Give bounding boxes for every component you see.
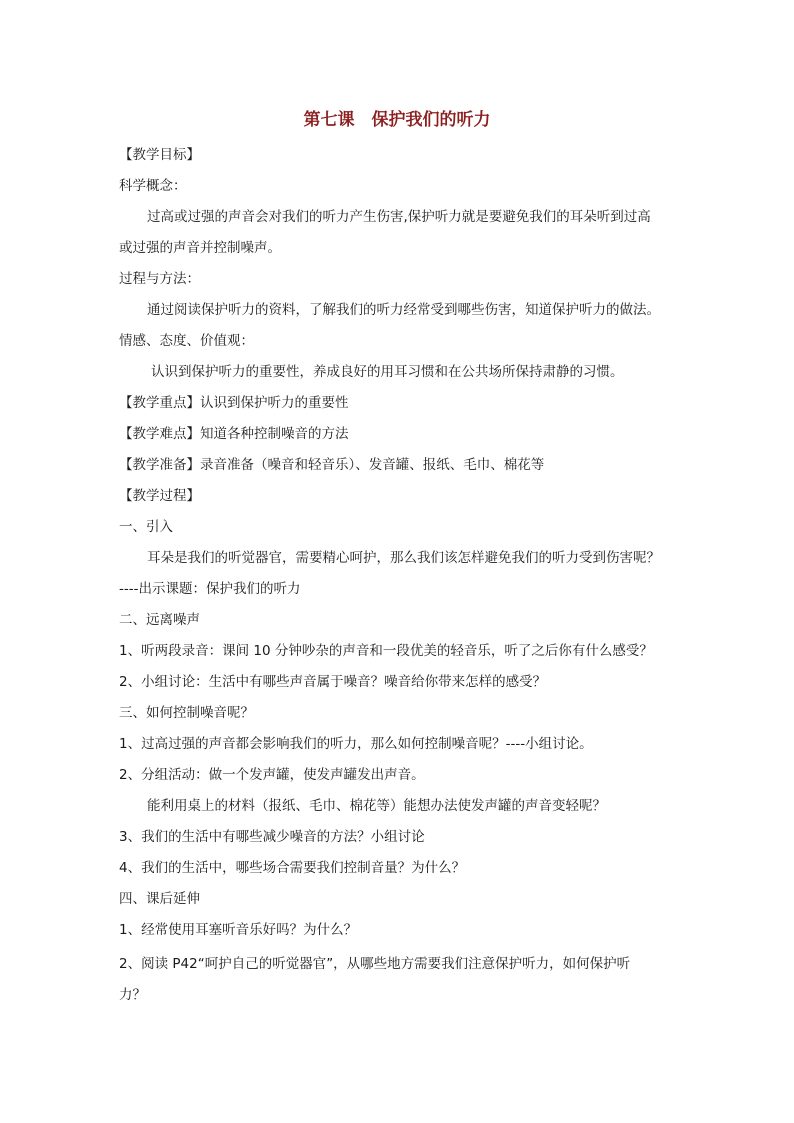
lesson-title: 第七课 保护我们的听力 xyxy=(303,110,491,130)
list-item-note: 能利用桌上的材料（报纸、毛巾、棉花等）能想办法使发声罐的声音变轻呢？ xyxy=(147,798,606,814)
section-introduction: 一、引入 xyxy=(119,519,173,535)
list-item: 4、我们的生活中，哪些场合需要我们控制音量？为什么？ xyxy=(119,860,466,876)
list-item: 2、分组活动：做一个发声罐，使发声罐发出声音。 xyxy=(119,767,425,783)
list-item: 1、经常使用耳塞听音乐好吗？为什么？ xyxy=(119,922,358,938)
heading-teaching-process: 【教学过程】 xyxy=(119,488,200,504)
intro-topic: ----出示课题：保护我们的听力 xyxy=(119,581,301,597)
heading-teaching-goals: 【教学目标】 xyxy=(119,147,200,163)
list-item-cont: 力？ xyxy=(119,987,146,1003)
teaching-difficulty: 【教学难点】知道各种控制噪音的方法 xyxy=(119,426,349,442)
label-process-method: 过程与方法： xyxy=(119,271,200,287)
label-attitude-values: 情感、态度、价值观： xyxy=(119,333,254,349)
list-item: 1、听两段录音：课间 10 分钟吵杂的声音和一段优美的轻音乐，听了之后你有什么感受？ xyxy=(119,643,653,659)
list-item: 3、我们的生活中有哪些减少噪音的方法？小组讨论 xyxy=(119,829,425,845)
list-item: 1、过高过强的声音都会影响我们的听力，那么如何控制噪音呢？----小组讨论。 xyxy=(119,736,593,752)
paragraph-science-concept: 过高或过强的声音会对我们的听力产生伤害,保护听力就是要避免我们的耳朵听到过高 xyxy=(147,209,651,225)
label-science-concept: 科学概念： xyxy=(119,178,187,194)
paragraph-attitude-values: 认识到保护听力的重要性，养成良好的用耳习惯和在公共场所保持肃静的习惯。 xyxy=(151,364,624,380)
list-item: 2、阅读 P42“呵护自己的听觉器官”，从哪些地方需要我们注意保护听力，如何保护听 xyxy=(119,956,631,972)
paragraph-process-method: 通过阅读保护听力的资料，了解我们的听力经常受到哪些伤害，知道保护听力的做法。 xyxy=(147,302,660,318)
list-item: 2、小组讨论：生活中有哪些声音属于噪音？噪音给你带来怎样的感受？ xyxy=(119,674,547,690)
intro-paragraph: 耳朵是我们的听觉器官，需要精心呵护，那么我们该怎样避免我们的听力受到伤害呢？ xyxy=(147,550,660,566)
section-control-noise: 三、如何控制噪音呢？ xyxy=(119,705,254,721)
paragraph-science-concept-cont: 或过强的声音并控制噪声。 xyxy=(119,240,281,256)
section-extension: 四、课后延伸 xyxy=(119,891,200,907)
teaching-preparation: 【教学准备】录音准备（噪音和轻音乐）、发音罐、报纸、毛巾、棉花等 xyxy=(119,457,545,473)
section-avoid-noise: 二、远离噪声 xyxy=(119,612,200,628)
teaching-key-point: 【教学重点】认识到保护听力的重要性 xyxy=(119,395,349,411)
